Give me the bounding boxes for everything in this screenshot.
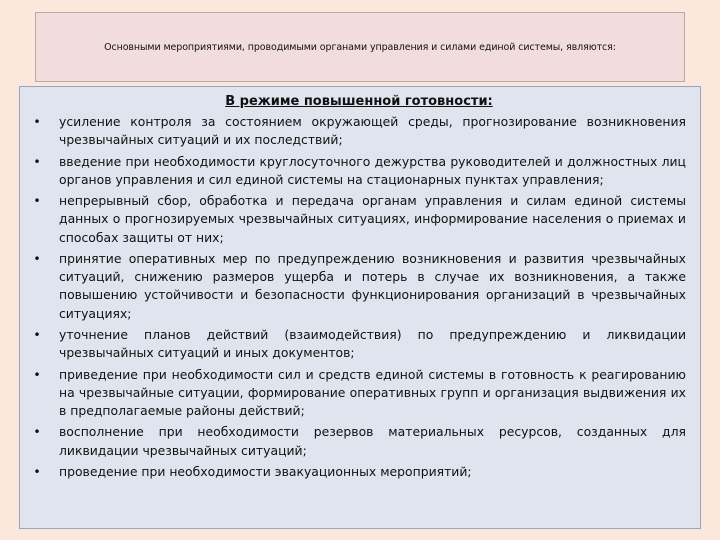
bullet-icon: • [33,153,41,169]
list-item-text: уточнение планов действий (взаимодействия) по предупреждению и ликвидации чрезвычайных ситуаций и иных документов; [59,326,686,361]
list-item-text: принятие оперативных мер по предупреждению возникновения и развития чрезвычайных ситуаций, снижению размеров ущерба и потерь в случае их возникновения, а также повышению устойчивости и безопасности функционирования организаций в чрезвычайных ситуациях; [59,250,686,321]
slide-title: Основными мероприятиями, проводимыми органами управления и силами единой системы, являются: [104,41,616,53]
bullet-icon: • [33,326,41,342]
section-heading: В режиме повышенной готовности: [225,94,493,109]
list-item-text: введение при необходимости круглосуточного дежурства руководителей и должностных лиц органов управления и сил единой системы на стационарных пунктах управления; [59,153,686,187]
bullet-icon: • [33,193,41,209]
list-item-text: проведение при необходимости эвакуационных мероприятий; [59,463,472,479]
bullet-icon: • [33,114,41,129]
list-item [32,153,686,189]
bullet-icon: • [33,463,41,479]
bullet-icon: • [33,250,41,266]
list-item-text: восполнение при необходимости резервов материальных ресурсов, созданных для ликвидации чрезвычайных ситуаций; [59,424,686,458]
title-box [35,12,685,82]
bullet-icon: • [33,424,41,440]
list-item [32,113,686,149]
list-item-text: приведение при необходимости сил и средств единой системы в готовность к реагированию на чрезвычайные ситуации, формирование оперативных групп и организация выдвижения их в предполагаемые районы действий; [59,366,686,418]
list-item [32,366,686,421]
content-box [19,86,701,529]
list-item [32,326,686,362]
list-item [32,463,686,481]
list-item [32,423,686,459]
bullet-list [32,113,686,481]
list-item [32,250,686,323]
bullet-icon: • [33,366,41,382]
list-item [32,192,686,247]
list-item-text: непрерывный сбор, обработка и передача органам управления и силам единой системы данных о прогнозируемых чрезвычайных ситуациях, информирование населения о приемах и способах защиты от них; [59,193,686,245]
list-item-text: усиление контроля за состоянием окружающей среды, прогнозирование возникновения чрезвычайных ситуаций и их последствий; [59,114,686,148]
